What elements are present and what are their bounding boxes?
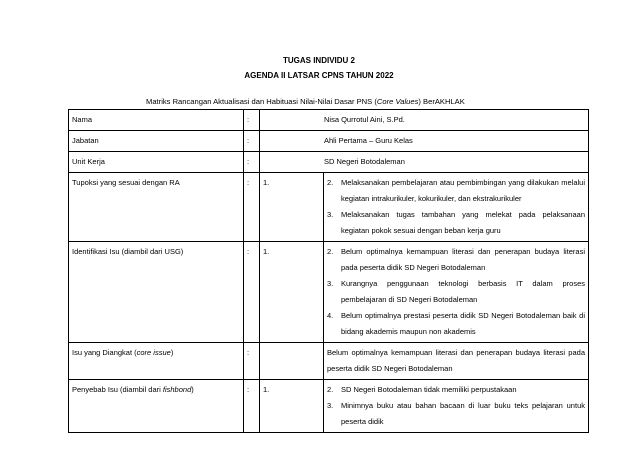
tupoksi-item-1: 1. <box>260 173 324 242</box>
tupoksi-list <box>324 173 589 242</box>
label-italic: fishbond <box>162 385 192 394</box>
penyebab-list <box>324 380 589 433</box>
label-suffix: ) <box>191 385 194 394</box>
item-number: 3. <box>327 279 334 288</box>
item-number: 2. <box>327 178 334 187</box>
row-nama <box>69 110 589 131</box>
label-penyebab-isu <box>69 380 244 433</box>
caption-prefix: Matriks Rancangan Aktualisasi dan Habituasi Nilai-Nilai Dasar PNS ( <box>146 97 377 106</box>
list-item <box>327 398 585 430</box>
item-number: 4. <box>327 311 334 320</box>
value-isu-diangkat: Belum optimalnya kemampuan literasi dan penerapan budaya literasi pada peserta didik SD Negeri Botodaleman <box>324 343 589 380</box>
item-text: Belum optimalnya prestasi peserta didik SD Negeri Botodaleman baik di bidang akademis maupun non akademis <box>341 311 585 336</box>
row-penyebab-isu <box>69 380 589 433</box>
list-item <box>327 175 585 207</box>
item-number: 3. <box>327 401 334 410</box>
caption-italic: Core Values <box>376 97 419 106</box>
identifikasi-list <box>324 242 589 343</box>
value-unit-kerja-text: SD Negeri Botodaleman <box>324 157 405 166</box>
colon: : <box>244 131 260 152</box>
identifikasi-item-1: 1. <box>260 242 324 343</box>
colon: : <box>244 110 260 131</box>
list-item <box>327 276 585 308</box>
list-item <box>327 244 585 276</box>
list-item <box>327 207 585 239</box>
item-text: Minimnya buku atau bahan bacaan di luar buku teks pelajaran untuk peserta didik <box>341 401 585 426</box>
list-item <box>327 382 585 398</box>
value-nama <box>260 110 589 131</box>
document-subheading: AGENDA II LATSAR CPNS TAHUN 2022 <box>244 71 394 80</box>
item-number: 3. <box>327 210 334 219</box>
colon: : <box>244 343 260 380</box>
item-text: Melaksanakan tugas tambahan yang melekat pada pelaksanaan kegiatan pokok sesuai dengan beban kerja guru <box>341 210 585 235</box>
label-suffix: ) <box>170 348 174 357</box>
colon: : <box>244 380 260 433</box>
colon: : <box>244 242 260 343</box>
item-text: Kurangnya penggunaan teknologi berbasis IT dalam proses pembelajaran di SD Negeri Botodaleman <box>341 279 585 304</box>
row-tupoksi <box>69 173 589 242</box>
matrix-caption <box>146 97 465 106</box>
item-number: 2. <box>327 247 334 256</box>
label-nama: Nama <box>69 110 244 131</box>
colon: : <box>244 173 260 242</box>
penyebab-item-1: 1. <box>260 380 324 433</box>
item-number: 2. <box>327 385 334 394</box>
value-nama-text: Nisa Qurrotul Aini, S.Pd. <box>324 115 405 124</box>
row-identifikasi-isu <box>69 242 589 343</box>
matrix-table <box>68 109 589 433</box>
empty-number-cell <box>260 343 324 380</box>
item-text: Belum optimalnya kemampuan literasi dan penerapan budaya literasi pada peserta didik SD Negeri Botodaleman <box>341 247 585 272</box>
document-title: TUGAS INDIVIDU 2 <box>282 56 355 65</box>
colon: : <box>244 152 260 173</box>
item-text: SD Negeri Botodaleman tidak memiliki perpustakaan <box>341 385 517 394</box>
value-jabatan-text: Ahli Pertama – Guru Kelas <box>324 136 413 145</box>
label-isu-diangkat <box>69 343 244 380</box>
label-prefix: Isu yang Diangkat ( <box>72 348 137 357</box>
value-unit-kerja <box>260 152 589 173</box>
label-identifikasi-isu: Identifikasi Isu (diambil dari USG) <box>69 242 244 343</box>
label-prefix: Penyebab Isu (diambil dari <box>72 385 163 394</box>
label-italic: core issue <box>136 348 171 357</box>
label-unit-kerja: Unit Kerja <box>69 152 244 173</box>
row-jabatan <box>69 131 589 152</box>
value-jabatan <box>260 131 589 152</box>
item-text: Melaksanakan pembelajaran atau pembimbingan yang dilakukan melalui kegiatan intrakurikuler, kokurikuler, dan ekstrakurikuler <box>341 178 585 203</box>
list-item <box>327 308 585 340</box>
caption-suffix: ) BerAKHLAK <box>418 97 465 106</box>
row-unit-kerja <box>69 152 589 173</box>
row-isu-diangkat <box>69 343 589 380</box>
label-jabatan: Jabatan <box>69 131 244 152</box>
label-tupoksi: Tupoksi yang sesuai dengan RA <box>69 173 244 242</box>
